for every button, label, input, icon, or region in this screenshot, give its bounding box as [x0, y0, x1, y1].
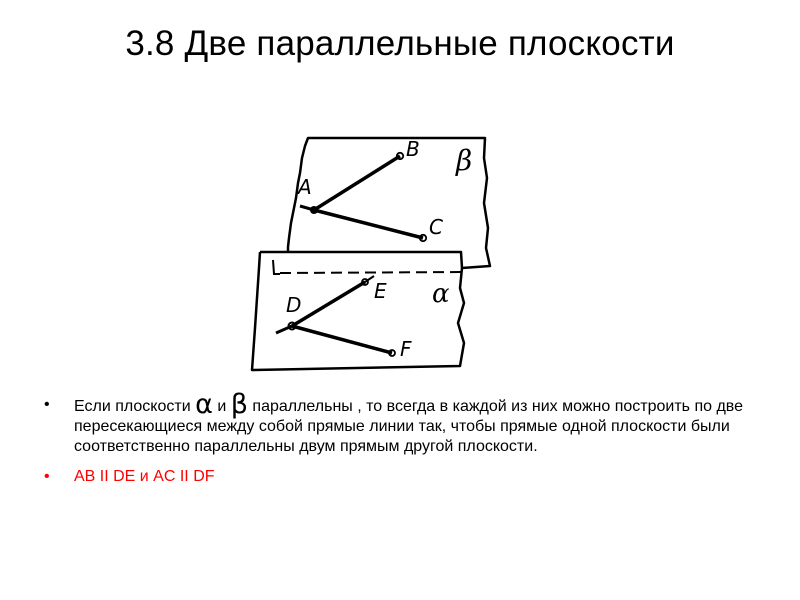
segment-de: [292, 282, 365, 326]
label-beta: β: [456, 144, 473, 177]
label-alpha: α: [432, 279, 450, 309]
label-f: F: [400, 337, 412, 361]
bullet-1-text-start: Если плоскости: [74, 398, 196, 415]
bullet-2-text: AB II DE и AC II DF: [74, 468, 215, 485]
greek-beta: β: [230, 389, 248, 420]
segment-df: [292, 326, 392, 353]
bullet-list: [44, 389, 764, 487]
label-e: E: [374, 279, 387, 303]
label-b: B: [406, 137, 420, 161]
greek-alpha: α: [195, 389, 213, 420]
segment-ab: [314, 156, 400, 210]
segment-ac: [314, 210, 423, 238]
label-a: A: [298, 175, 312, 199]
bullet-1-text-rest: параллельны , то всегда в каждой из них можно построить по две пересекающиеся между собой прямые линии так, чтобы прямые одной плоскости были соответственно параллельны двум прямым другой плоскости.: [74, 398, 743, 455]
label-c: C: [429, 215, 443, 239]
label-l-mark: [273, 260, 280, 274]
slide-title: 3.8 Две параллельные плоскости: [125, 24, 675, 63]
bullet-parallel-relations: [44, 467, 764, 487]
plane-alpha-outline: [252, 252, 464, 370]
label-d: D: [286, 293, 302, 317]
bullet-1-and: и: [212, 398, 231, 415]
point-a: [310, 206, 318, 214]
dashed-line-l: [280, 272, 462, 273]
bullet-dot-red: •: [44, 468, 50, 485]
bullet-dot: •: [44, 396, 50, 413]
figure-svg: [240, 128, 540, 378]
bullet-definition: [44, 389, 764, 457]
parallel-planes-figure: [240, 128, 540, 378]
